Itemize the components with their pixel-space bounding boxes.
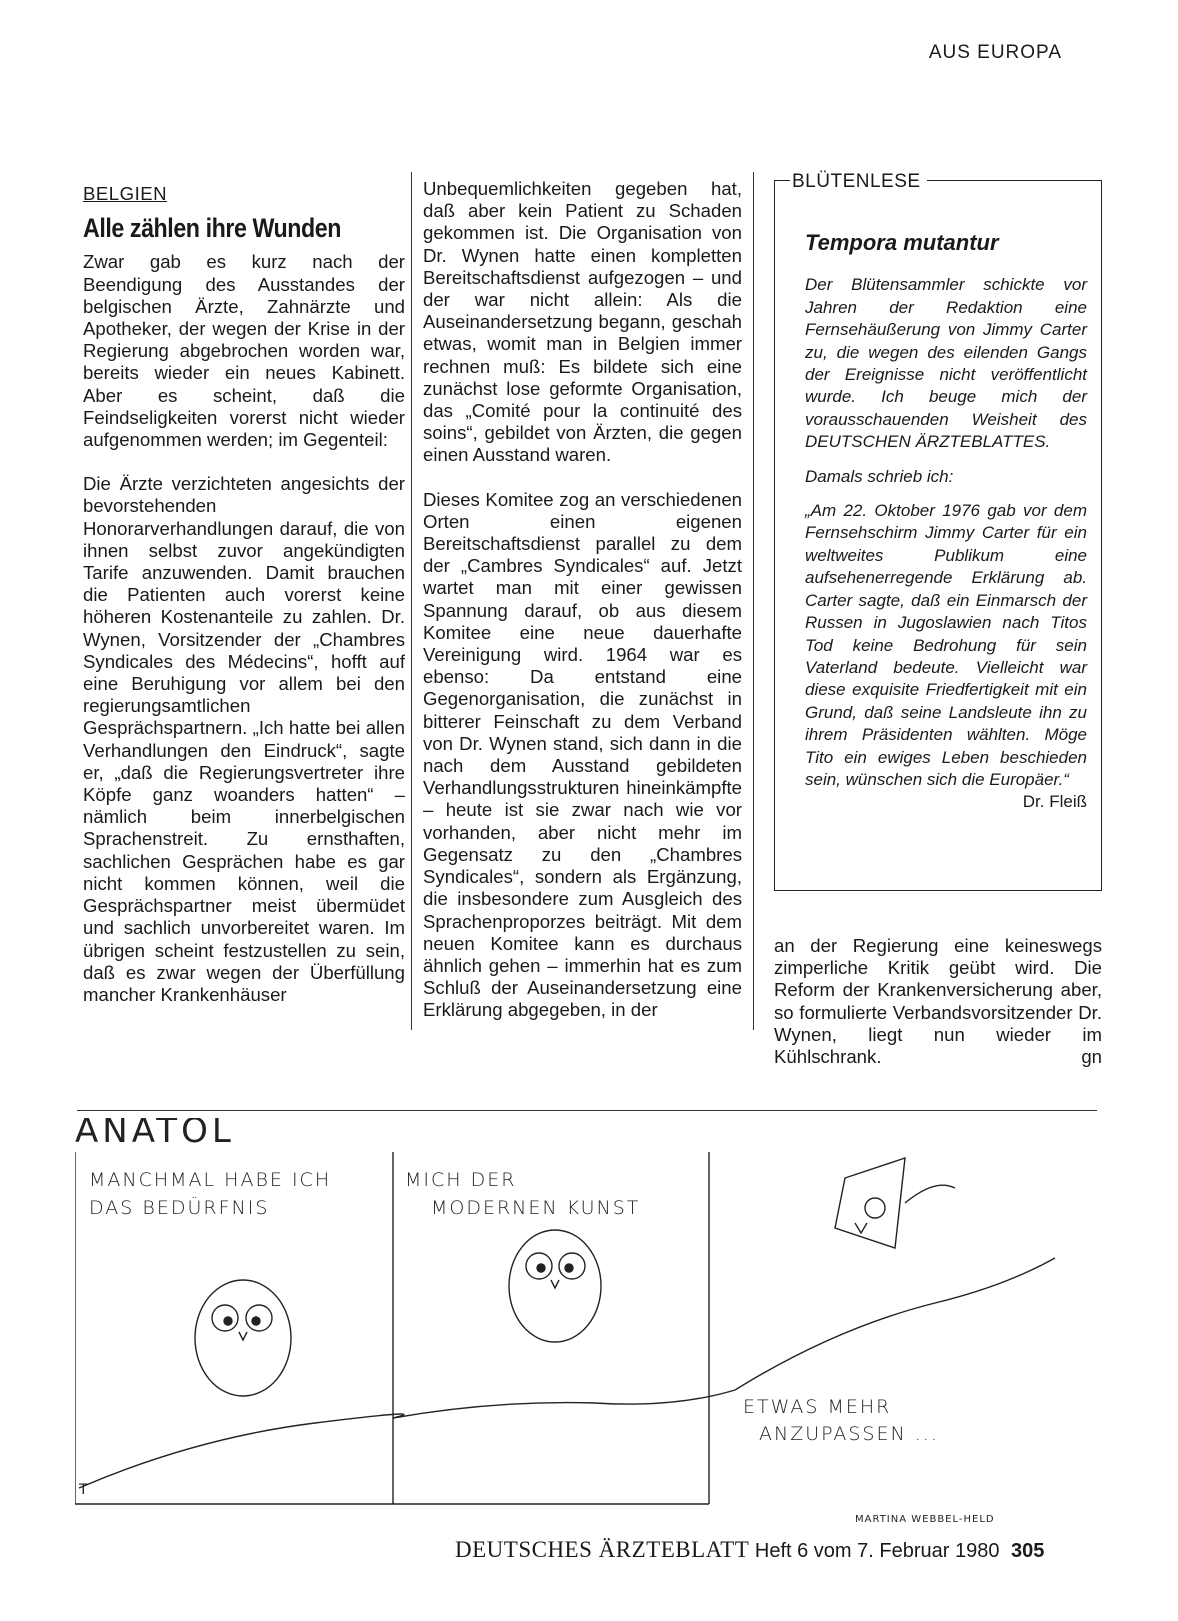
sidebar-content (805, 232, 1087, 814)
article-paragraph: Zwar gab es kurz nach der Beendigung des Ausstandes der belgischen Ärzte, Zahnärzte und Apotheker, der wegen der Krise in der Regierung abgebrochen worden war, bereits wieder ein neues Kabinett. Aber es scheint, daß die Feindseligkeiten vorerst nicht wieder aufgenommen werden; im Gegenteil: (83, 251, 405, 451)
article-column-2 (423, 178, 742, 1044)
comic-strip (75, 1118, 1105, 1588)
column-divider (753, 172, 754, 1030)
article-paragraph: Unbequemlichkeiten gegeben hat, daß aber kein Patient zu Schaden gekommen ist. Die Organisation von Dr. Wynen hatte einen kompletten Bereitschaftsdienst aufgezogen – und der war nicht allein: Als die Auseinandersetzung begann, geschah etwas, womit man in Belgien immer rechnen muß: Es bildete sich eine zunächst lose geformte Organisation, das „Comité pour la continuité des soins“, gebildet von Ärzten, die gegen einen Ausstand waren. (423, 178, 742, 466)
column-divider (411, 172, 412, 1030)
comic-artist: MARTINA WEBBEL-HELD (855, 1514, 995, 1525)
issue-info: Heft 6 vom 7. Februar 1980 (754, 1540, 1000, 1562)
page-footer (455, 1537, 1044, 1563)
article-author: gn (1081, 1046, 1102, 1068)
owl-drawing (509, 1230, 601, 1342)
article-headline: Alle zählen ihre Wunden (83, 213, 342, 244)
comic-separator (77, 1110, 1097, 1111)
comic-title: ANATOL (75, 1118, 235, 1151)
branch (735, 1258, 1055, 1390)
sidebar-paragraph: Der Blütensammler schickte vor Jahren der Redaktion eine Fernsehäußerung von Jimmy Carter zu, die wegen des eilenden Gangs der Ereignisse nicht veröffentlicht wurde. Ich beuge mich der vorausschauenden Weisheit des DEUTSCHEN ÄRZTEBLATTES. (805, 275, 1087, 452)
sidebar-label: BLÜTENLESE (790, 171, 927, 193)
panel-3-text: ANZUPASSEN ... (759, 1423, 939, 1445)
panel-2-text: MICH DER (405, 1169, 517, 1191)
article-kicker: BELGIEN (83, 183, 168, 204)
sidebar-signature: Dr. Fleiß (1022, 792, 1087, 812)
abstract-owl-drawing (835, 1158, 955, 1248)
section-label: AUS EUROPA (928, 42, 1062, 63)
sidebar-quote (805, 500, 1087, 812)
sidebar-quote-text: „Am 22. Oktober 1976 gab vor dem Fernsehschirm Jimmy Carter für ein weltweites Publikum eine aufsehenerregende Erklärung ab. Carter sagte, daß ein Einmarsch der Russen in Jugoslawien nach Titos Tod keine Bedrohung für sein Vaterland bedeute. Vielleicht war diese exquisite Friedfertigkeit mit ein Grund, daß seine Landsleute ihn zu ihrem Präsidenten wählten. Möge Tito ein ewiges Leben beschieden sein, wünschen sich die Europäer.“ (805, 501, 1087, 789)
panel-2-text: MODERNEN KUNST (431, 1197, 641, 1219)
sidebar-headline: Tempora mutantur (805, 230, 999, 255)
panel-1-text: DAS BEDÜRFNIS (89, 1197, 270, 1219)
owl-drawing (195, 1280, 291, 1396)
article-column-1 (83, 183, 405, 1028)
article-column-3 (774, 935, 1102, 1068)
masthead: DEUTSCHES ÄRZTEBLATT (455, 1537, 750, 1562)
panel-1-text: MANCHMAL HABE ICH (89, 1169, 332, 1191)
branch (79, 1414, 404, 1488)
article-paragraph: Dieses Komitee zog an verschiedenen Orten einen eigenen Bereitschaftsdienst parallel zu dem der „Cambres Syndicales“ auf. Jetzt wartet man mit einer gewissen Spannung darauf, ob aus diesem Komitee eine neue dauerhafte Vereinigung wird. 1964 war es ebenso: Da entstand eine Gegenorganisation, die zunächst in bitterer Feinschaft zu dem Verband von Dr. Wynen stand, sich dann in die nach dem Ausstand gebildeten Verhandlungsstrukturen hineinkämpfte – heute ist sie zwar nach wie vor vorhanden, aber nicht mehr im Gegensatz zu den „Chambres Syndicales“, sondern als Ergänzung, die insbesondere zum Ausgleich des Sprachenproporzes beiträgt. Mit dem neuen Komitee kann es durchaus ähnlich gehen – immerhin hat es zum Schluß der Auseinandersetzung eine Erklärung abgegeben, in der (423, 488, 742, 1021)
article-paragraph: an der Regierung eine keineswegs zimperliche Kritik geübt wird. Die Reform der Krankenversicherung aber, so formulierte Verbandsvorsitzender Dr. Wynen, liegt nun wieder im Kühlschrank. (774, 935, 1102, 1068)
article-paragraph: Die Ärzte verzichteten angesichts der bevorstehenden Honorarverhandlungen darauf, die von ihnen selbst zuvor angekündigten Tarife anzuwenden. Damit brauchen die Patienten auch vorerst keine höheren Kostenanteile zu zahlen. Dr. Wynen, Vorsitzender der „Chambres Syndicales des Médecins“, hofft auf eine Beruhigung vor allem bei den regierungsamtlichen Gesprächspartnern. „Ich hatte bei allen Verhandlungen den Eindruck“, sagte er, „daß die Regierungsvertreter ihre Köpfe ganz woanders hatten“ – nämlich beim innerbelgischen Sprachenstreit. Zu ernsthaften, sachlichen Gesprächen habe es gar nicht kommen können, weil die Gesprächspartner meist übermüdet und sachlich unvorbereitet waren. Im übrigen scheint festzustellen zu sein, daß es zwar wegen der Überfüllung mancher Krankenhäuser (83, 473, 405, 1005)
branch (393, 1390, 735, 1418)
page-number: 305 (1011, 1540, 1045, 1562)
sidebar-paragraph: Damals schrieb ich: (805, 466, 954, 486)
comic-initials: T (79, 1482, 88, 1498)
panel-3-text: ETWAS MEHR (743, 1396, 892, 1418)
